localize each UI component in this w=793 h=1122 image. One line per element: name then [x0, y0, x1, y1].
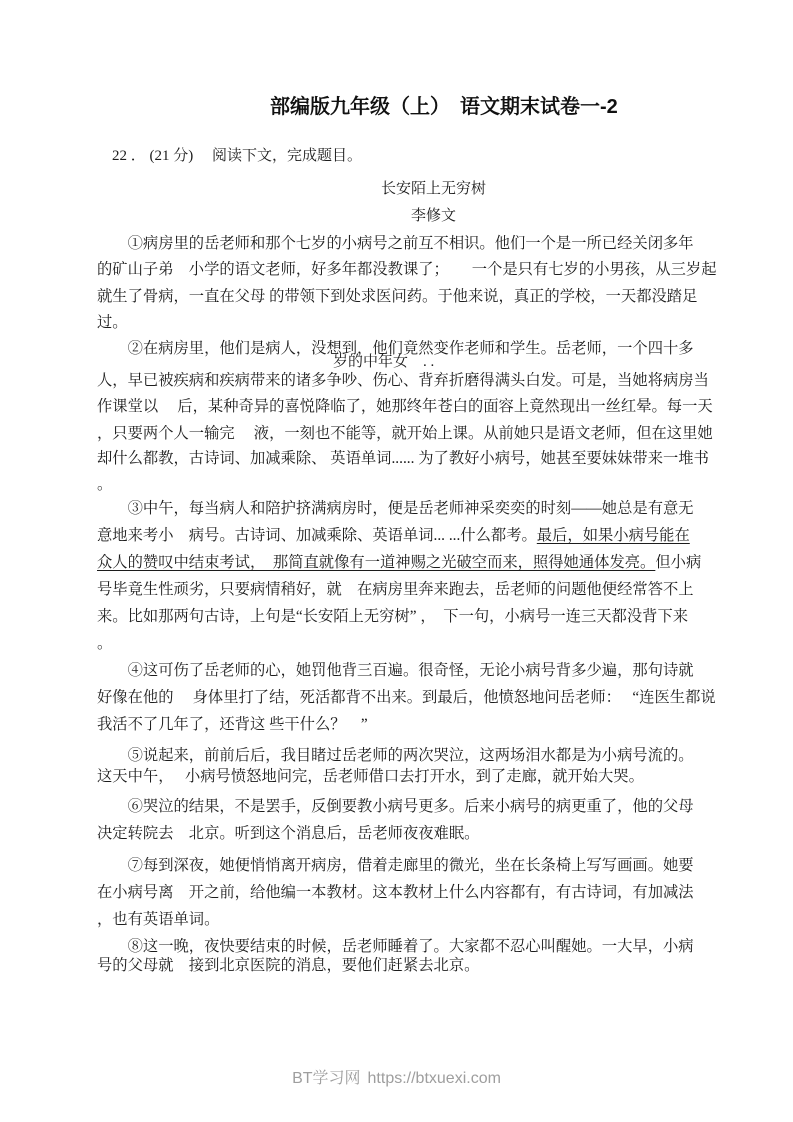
paragraph-6-line-1: ⑥哭泣的结果，不是罢手，反倒要教小病号更多。后来小病号的病更重了，他的父母 — [97, 798, 694, 815]
paragraph-2-line-6: 。 — [97, 476, 113, 493]
exam-title: 部编版九年级（上） 语文期末试卷一-2 — [270, 96, 618, 118]
paragraph-3-line-2-plain: 意地来考小 病号。古诗词、加减乘除、英语单词... ...什么都考。 — [97, 527, 537, 544]
paragraph-3-line-3-underlined: 众人的赞叹中结束考试， 那简直就像有一道神赐之光破空而来，照得她通体发亮。 — [97, 554, 656, 571]
poem-author: 李修文 — [411, 208, 457, 224]
paragraph-2-line-1: ②在病房里，他们是病人，没想到，他们竟然变作老师和学生。岳老师，一个四十多 — [97, 340, 694, 357]
paragraph-4-line-2: 好像在他的 身体里打了结，死活都背不出来。到最后，他愤怒地问岳老师： “连医生都说 — [97, 689, 716, 706]
paragraph-3-line-4: 号毕竟生性顽劣，只要病情稍好，就 在病房里奔来跑去，岳老师的问题他便经常答不上 — [97, 581, 694, 598]
paragraph-8-line-2: 号的父母就 接到北京医院的消息，要他们赶紧去北京。 — [97, 957, 480, 974]
paragraph-5-line-2: 这天中午， 小病号愤怒地问完，岳老师借口去打开水，到了走廊，就开始大哭。 — [97, 768, 644, 785]
paragraph-7-line-1: ⑦每到深夜，她便悄悄离开病房，借着走廊里的微光，坐在长条椅上写写画画。她要 — [97, 857, 694, 874]
paragraph-3-line-1: ③中午，每当病人和陪护挤满病房时，便是岳老师神采奕奕的时刻——她总是有意无 — [97, 500, 694, 517]
paragraph-3-line-2-underlined: 最后，如果小病号能在 — [536, 527, 690, 544]
paragraph-2-line-2: 人，早已被疾病和疾病带来的诸多争吵、伤心、背弃折磨得满头白发。可是，当她将病房当 — [97, 372, 709, 389]
paragraph-7-line-2: 在小病号离 开之前，给他编一本教材。这本教材上什么内容都有，有古诗词，有加减法 — [97, 884, 694, 901]
paragraph-2-line-4: ，只要两个人一输完 液，一刻也不能等，就开始上课。从前她只是语文老师，但在这里她 — [97, 425, 713, 442]
paragraph-2-squeezed-line: 岁的中年女 . . — [333, 354, 435, 370]
poem-title: 长安陌上无穷树 — [381, 181, 487, 197]
paragraph-5-line-1: ⑤说起来，前前后后，我目睹过岳老师的两次哭泣，这两场泪水都是为小病号流的。 — [97, 747, 694, 764]
paragraph-1-line-3: 就生了骨病，一直在父母 的带领下到处求医问药。于他来说，真正的学校，一天都没踏足 — [97, 288, 698, 305]
paragraph-8-line-1: ⑧这一晚，夜快要结束的时候，岳老师睡着了。大家都不忍心叫醒她。一大早，小病 — [97, 938, 694, 955]
question-number-line: 22 ． (21 分) 阅读下文，完成题目。 — [112, 148, 362, 164]
paragraph-6-line-2: 决定转院去 北京。听到这个消息后，岳老师夜夜难眠。 — [97, 825, 480, 842]
paragraph-2-line-5: 却什么都教，古诗词、加减乘除、 英语单词...... 为了教好小病号，她甚至要妹妹带来一堆书 — [97, 450, 709, 467]
footer-credit — [0, 1068, 793, 1090]
paragraph-1-line-1: ①病房里的岳老师和那个七岁的小病号之前互不相识。他们一个是一所已经关闭多年 — [97, 235, 694, 252]
paragraph-3-line-5: 来。比如那两句古诗，上句是“长安陌上无穷树” ， 下一句，小病号一连三天都没背下来 — [97, 608, 689, 625]
paragraph-3-line-3 — [97, 553, 701, 573]
paragraph-1-line-4: 过。 — [97, 314, 128, 331]
paragraph-4-line-1: ④这可伤了岳老师的心，她罚他背三百遍。很奇怪，无论小病号背多少遍，那句诗就 — [97, 662, 694, 679]
paragraph-3-line-2 — [97, 526, 690, 546]
footer-url: https://btxuexi.com — [367, 1070, 501, 1087]
paragraph-3-line-6: 。 — [97, 635, 113, 652]
paragraph-7-line-3: ，也有英语单词。 — [97, 911, 220, 928]
paragraph-4-line-3: 我活不了几年了，还背这 些干什么？ ” — [97, 716, 368, 733]
paragraph-3-line-3-plain: 但小病 — [655, 554, 702, 571]
paragraph-1-line-2: 的矿山子弟 小学的语文老师，好多年都没教课了； 一个是只有七岁的小男孩，从三岁起 — [97, 261, 717, 278]
paragraph-2-line-3: 作课堂以 后，某种奇异的喜悦降临了，她那终年苍白的面容上竟然现出一丝红晕。每一天 — [97, 398, 713, 415]
footer-site-name: BT学习网 — [292, 1070, 361, 1087]
